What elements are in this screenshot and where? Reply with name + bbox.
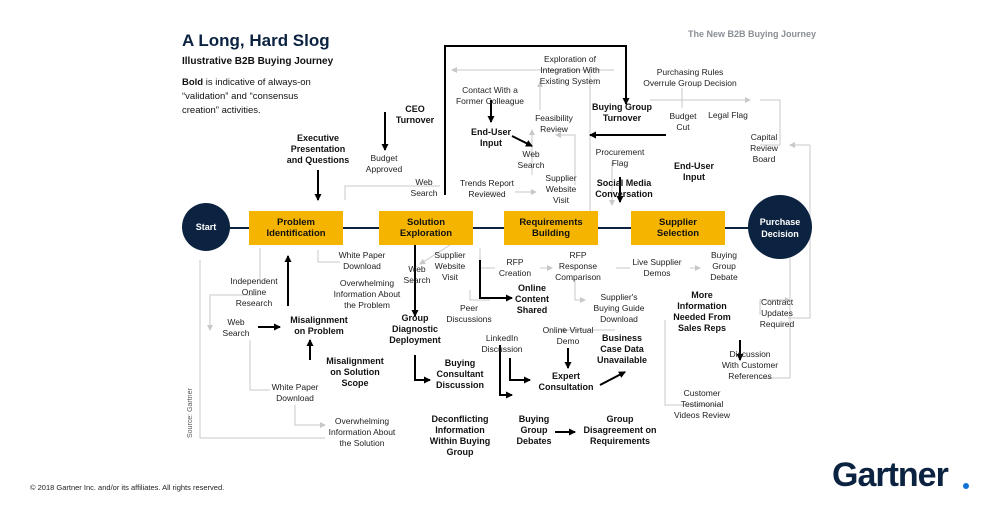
activity-exec: Executive xyxy=(296,133,340,143)
activity-online-demo: Demo xyxy=(556,336,580,346)
activity-web-search-3: Search xyxy=(403,275,431,285)
activity-purch-rules: Overrule Group Decision xyxy=(643,78,737,88)
activity-web-search-2: Search xyxy=(517,160,545,170)
copyright: © 2018 Gartner Inc. and/or its affiliates. All rights reserved. xyxy=(30,483,225,492)
activity-testimonial: Videos Review xyxy=(673,410,731,420)
activity-customer-refs: Discussion xyxy=(729,349,771,359)
activity-supplier-web-2: Website xyxy=(434,261,466,271)
activity-online-content: Content xyxy=(515,294,549,304)
activity-consultant-discussion: Discussion xyxy=(435,380,485,390)
brand-line: The New B2B Buying Journey xyxy=(687,29,816,39)
legend-note-line1 xyxy=(182,77,311,88)
purchase-decision-node xyxy=(748,195,812,259)
activity-white-paper-2: Download xyxy=(276,393,314,403)
activity-web-search-1: Search xyxy=(410,188,438,198)
activity-misalign-problem: Misalignment xyxy=(290,315,348,325)
stage-supplier-selection-label: Selection xyxy=(656,228,700,239)
activity-live-demos: Live Supplier xyxy=(632,257,682,267)
activity-white-paper-2: White Paper xyxy=(271,382,319,392)
activity-peer: Discussions xyxy=(446,314,492,324)
activity-web-search-3: Web xyxy=(408,264,426,274)
activity-group-disagree: Group xyxy=(606,414,634,424)
activity-social: Conversation xyxy=(595,189,653,199)
activity-business-case: Business xyxy=(601,333,643,343)
activity-more-info: More xyxy=(691,290,713,300)
activity-overwhelm-1: Overwhelming xyxy=(339,278,395,288)
activity-testimonial: Testimonial xyxy=(680,399,724,409)
activity-rfp-response: Comparison xyxy=(555,272,601,282)
activity-buyers-guide: Supplier's xyxy=(600,292,638,302)
activity-ceo: CEO xyxy=(405,104,425,114)
stage-problem-identification-label: Identification xyxy=(266,228,326,239)
activity-peer: Peer xyxy=(460,303,478,313)
activity-bg-turnover: Buying Group xyxy=(592,102,652,112)
activity-feasibility: Review xyxy=(540,124,568,134)
activity-enduser-2: End-User xyxy=(673,161,715,171)
activity-supplier-web-1: Website xyxy=(545,184,577,194)
activity-indep: Online xyxy=(241,287,267,297)
activity-bg-debate: Buying xyxy=(711,250,737,260)
activity-white-paper-1: White Paper xyxy=(338,250,386,260)
activity-bg-debates: Debates xyxy=(516,436,552,446)
activity-legal: Legal Flag xyxy=(708,110,748,120)
activity-white-paper-1: Download xyxy=(343,261,381,271)
activity-contract: Updates xyxy=(761,308,793,318)
activity-linkedin: LinkedIn xyxy=(485,333,519,343)
activity-web-search-2: Web xyxy=(522,149,540,159)
purchase-decision-label-line2: Decision xyxy=(761,229,799,239)
activity-bg-debate: Debate xyxy=(710,272,738,282)
activity-feasibility: Feasibility xyxy=(535,113,573,123)
legend-note-line3: creation” activities. xyxy=(182,105,261,116)
activity-group-diag: Diagnostic xyxy=(391,324,439,334)
activity-deconflict: Group xyxy=(446,447,474,457)
activity-expert: Expert xyxy=(551,371,581,381)
stage-solution-exploration-label: Exploration xyxy=(399,228,453,239)
activity-trends: Trends Report xyxy=(459,178,515,188)
activity-consultant-discussion: Buying xyxy=(444,358,476,368)
activity-overwhelm-1: Information About xyxy=(333,289,401,299)
stage-requirements-building-label: Requirements xyxy=(519,217,583,228)
activity-rfp-creation: Creation xyxy=(498,268,532,278)
activity-social: Social Media xyxy=(596,178,652,188)
activity-more-info: Sales Reps xyxy=(677,323,727,333)
activity-bg-debate: Group xyxy=(712,261,736,271)
activity-overwhelm-2: the Solution xyxy=(339,438,385,448)
activity-buyers-guide: Download xyxy=(600,314,638,324)
activity-group-diag: Group xyxy=(401,313,429,323)
activity-misalign-solution: Scope xyxy=(341,378,369,388)
activity-supplier-web-1: Supplier xyxy=(545,173,577,183)
activity-capital: Board xyxy=(752,154,776,164)
activity-customer-refs: References xyxy=(728,371,772,381)
activity-web-search-4: Search xyxy=(222,328,250,338)
activity-indep: Independent xyxy=(230,276,278,286)
activity-bg-debates: Group xyxy=(520,425,548,435)
purchase-decision-label-line1: Purchase xyxy=(759,217,801,227)
activity-misalign-problem: on Problem xyxy=(294,326,344,336)
activity-expert: Consultation xyxy=(538,382,594,392)
activity-more-info: Information xyxy=(677,301,727,311)
activity-budget-cut: Cut xyxy=(676,122,690,132)
activity-budget-cut: Budget xyxy=(669,111,697,121)
start-label: Start xyxy=(195,222,217,232)
activity-business-case: Case Data xyxy=(600,344,644,354)
activity-overwhelm-2: Information About xyxy=(328,427,396,437)
activity-purch-rules: Purchasing Rules xyxy=(656,67,724,77)
activity-indep: Research xyxy=(235,298,273,308)
activity-business-case: Unavailable xyxy=(596,355,648,365)
activity-overwhelm-2: Overwhelming xyxy=(334,416,390,426)
activity-rfp-response: RFP xyxy=(569,250,587,260)
activity-supplier-web-2: Supplier xyxy=(434,250,466,260)
activity-capital: Review xyxy=(750,143,778,153)
legend-bold-word: Bold xyxy=(182,77,204,88)
stage-supplier-selection-label: Supplier xyxy=(658,217,698,228)
activity-rfp-creation: RFP xyxy=(506,257,524,267)
activity-misalign-solution: on Solution xyxy=(330,367,380,377)
activity-budget-approved: Budget xyxy=(370,153,398,163)
gartner-logo: Gartner xyxy=(832,456,948,494)
activity-rfp-response: Response xyxy=(558,261,598,271)
activity-buyers-guide: Buying Guide xyxy=(593,303,645,313)
activity-misalign-solution: Misalignment xyxy=(326,356,384,366)
activity-supplier-web-2: Visit xyxy=(442,272,458,282)
activity-group-disagree: Requirements xyxy=(589,436,651,446)
activity-bg-turnover: Turnover xyxy=(602,113,642,123)
activity-enduser-1: End-User xyxy=(470,127,512,137)
activity-linkedin: Discussion xyxy=(481,344,523,354)
activity-group-diag: Deployment xyxy=(389,335,441,345)
activity-online-content: Shared xyxy=(516,305,548,315)
source-note: Source: Gartner xyxy=(187,388,194,438)
activity-capital: Capital xyxy=(750,132,778,142)
stage-problem-identification-label: Problem xyxy=(276,217,316,228)
activity-contract: Required xyxy=(759,319,795,329)
activity-exec: and Questions xyxy=(286,155,350,165)
activity-trends: Reviewed xyxy=(468,189,506,199)
activity-colleague: Former Colleague xyxy=(455,96,525,106)
logo-dot xyxy=(963,483,969,489)
activity-budget-approved: Approved xyxy=(365,164,403,174)
activity-supplier-web-1: Visit xyxy=(553,195,569,205)
activity-ceo: Turnover xyxy=(395,115,435,125)
activity-labels xyxy=(223,54,795,457)
activity-deconflict: Information xyxy=(435,425,485,435)
activity-bg-debates: Buying xyxy=(518,414,550,424)
activity-customer-refs: With Customer xyxy=(721,360,779,370)
activity-colleague: Contact With a xyxy=(462,85,518,95)
activity-deconflict: Deconflicting xyxy=(431,414,489,424)
activity-more-info: Needed From xyxy=(673,312,731,322)
activity-integration: Existing System xyxy=(539,76,601,86)
activity-contract: Contract xyxy=(760,297,794,307)
activity-testimonial: Customer xyxy=(683,388,721,398)
activity-web-search-1: Web xyxy=(415,177,433,187)
activity-procurement: Procurement xyxy=(595,147,645,157)
stage-solution-exploration-label: Solution xyxy=(407,217,445,228)
activity-procurement: Flag xyxy=(611,158,629,168)
activity-consultant-discussion: Consultant xyxy=(436,369,484,379)
page-subtitle: Illustrative B2B Buying Journey xyxy=(182,56,334,67)
activity-overwhelm-1: the Problem xyxy=(344,300,390,310)
legend-note-line2: “validation” and “consensus xyxy=(182,91,299,102)
activity-enduser-1: Input xyxy=(480,138,502,148)
activity-online-content: Online xyxy=(517,283,547,293)
activity-integration: Exploration of xyxy=(544,54,596,64)
activity-integration: Integration With xyxy=(540,65,600,75)
activity-web-search-4: Web xyxy=(227,317,245,327)
activity-group-disagree: Disagreement on xyxy=(583,425,657,435)
activity-deconflict: Within Buying xyxy=(429,436,491,446)
activity-online-demo: Online Virtual xyxy=(542,325,594,335)
activity-live-demos: Demos xyxy=(643,268,671,278)
page-title: A Long, Hard Slog xyxy=(182,31,330,50)
activity-exec: Presentation xyxy=(290,144,346,154)
stage-requirements-building-label: Building xyxy=(532,228,570,239)
legend-note-rest: is indicative of always-on xyxy=(203,77,311,88)
activity-enduser-2: Input xyxy=(683,172,705,182)
